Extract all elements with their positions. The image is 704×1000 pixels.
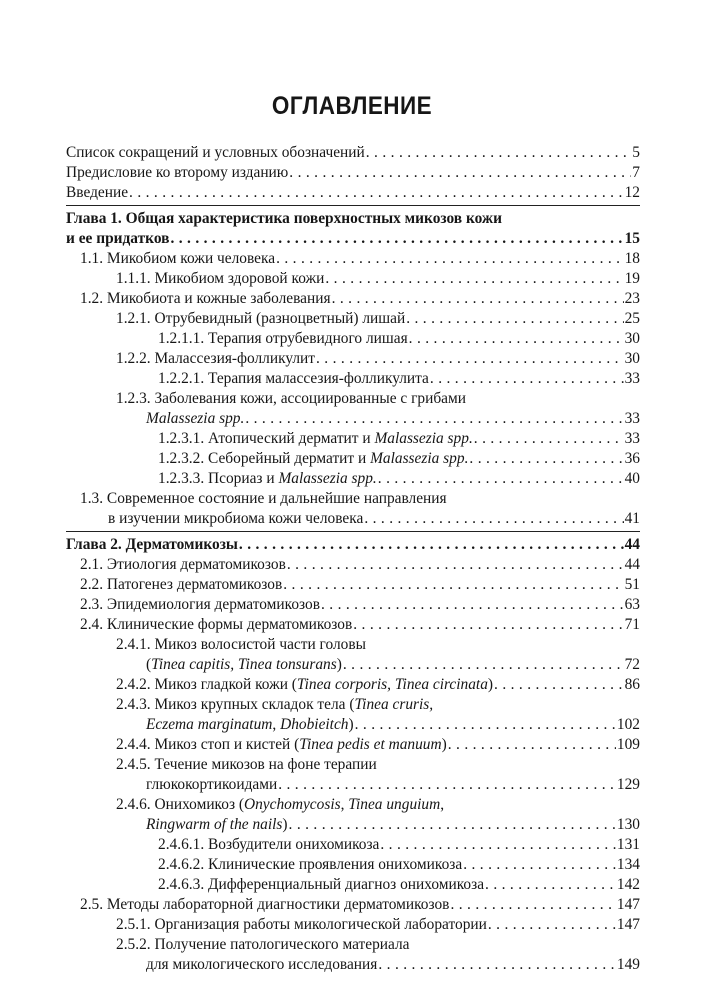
dot-leader <box>239 535 624 555</box>
title-text: ) <box>487 676 494 693</box>
toc-entry-title: 1.2. Микобиота и кожные заболевания <box>80 290 331 307</box>
toc-entry-title <box>146 655 342 675</box>
toc-entry-2-5-2-line1[interactable]: 2.5.2. Получение патологического материала <box>116 936 410 953</box>
toc-entry-page: 19 <box>624 270 640 287</box>
dot-leader <box>463 855 616 875</box>
toc-entry-page: 25 <box>624 310 640 327</box>
title-text: ) <box>348 716 354 733</box>
toc-entry-page: 149 <box>616 956 640 973</box>
toc-entry-page: 5 <box>632 144 640 161</box>
toc-entry-page: 131 <box>616 836 640 853</box>
title-text: 2.4.3. Микоз крупных складок тела ( <box>116 696 355 713</box>
toc-entry-page: 63 <box>624 596 640 613</box>
toc-entry-page: 7 <box>632 164 640 181</box>
toc-entry-1-1-1[interactable] <box>66 269 640 289</box>
toc-entry-title: 1.2.1. Отрубевидный (разноцветный) лишай <box>116 310 406 327</box>
toc-entry-title <box>158 429 473 449</box>
toc-entry-title: 2.4.6.3. Дифференциальный диагноз онихомикоза <box>158 876 485 893</box>
dot-leader <box>474 429 624 449</box>
title-text: ) <box>282 816 288 833</box>
toc-entry-page: 142 <box>616 876 640 893</box>
dot-leader <box>353 615 623 635</box>
dot-leader <box>287 555 624 575</box>
toc-entry-1-2[interactable] <box>66 289 640 309</box>
toc-entry-title <box>116 675 493 695</box>
title-italic: Tinea pedis et manuum <box>299 736 442 753</box>
dot-leader <box>469 449 623 469</box>
toc-entry-page: 130 <box>616 816 640 833</box>
dot-leader <box>129 183 624 203</box>
toc-entry-page: 40 <box>624 470 640 487</box>
dot-leader <box>485 875 616 895</box>
title-italic: Malassezia spp. <box>370 450 469 467</box>
toc-entry-2-4-5[interactable] <box>66 775 640 795</box>
title-italic: Dhobieitch <box>280 716 349 733</box>
toc-entry-page: 102 <box>616 716 640 733</box>
title-text: 2.4.4. Микоз стоп и кистей ( <box>116 736 300 753</box>
toc-entry-title: глюкокортикоидами <box>146 776 278 793</box>
title-italic: Tinea cruris, <box>354 696 434 713</box>
title-text: 1.2.3.3. Псориаз и <box>158 470 279 487</box>
toc-entry-title: Введение <box>66 184 129 201</box>
chapter-1-entry[interactable] <box>66 229 640 249</box>
toc-entry-1-2-2[interactable] <box>66 349 640 369</box>
toc-entry-page: 86 <box>624 676 640 693</box>
toc-entry-2-5[interactable] <box>66 895 640 915</box>
toc-entry-2-4-6-line1[interactable] <box>66 795 640 815</box>
chapter-2-entry[interactable] <box>66 535 640 555</box>
toc-entry-page: 41 <box>624 510 640 527</box>
toc-entry-2-1[interactable] <box>66 555 640 575</box>
toc-entry-page: 51 <box>624 576 640 593</box>
toc-entry-1-2-3-3[interactable] <box>66 469 640 489</box>
toc-entry-abbreviations[interactable] <box>66 143 640 163</box>
toc-entry-title: в изучении микробиома кожи человека <box>108 510 364 527</box>
toc-entry-2-4-4[interactable] <box>66 735 640 755</box>
toc-entry-title: 2.4.6.2. Клинические проявления онихомикоза <box>158 856 463 873</box>
toc-entry-title: Список сокращений и условных обозначений <box>66 144 365 161</box>
toc-entry-2-4-2[interactable] <box>66 675 640 695</box>
title-text: 2.4.2. Микоз гладкой кожи ( <box>116 676 297 693</box>
title-italic: Tinea corporis, Tinea circinata <box>296 676 488 693</box>
title-italic: Tinea unguium <box>348 796 441 813</box>
toc-entry-2-4-3-line1[interactable] <box>66 695 640 715</box>
toc-entry-2-4[interactable] <box>66 615 640 635</box>
dot-leader <box>380 835 616 855</box>
toc-entry-title <box>158 469 377 489</box>
toc-entry-page: 36 <box>624 450 640 467</box>
toc-entry-title: 1.2.2. Малассезия-фолликулит <box>116 350 316 367</box>
toc-entry-page: 109 <box>616 736 640 753</box>
toc-entry-page: 44 <box>624 536 640 553</box>
toc-entry-page: 72 <box>624 656 640 673</box>
toc-entry-title: 2.3. Эпидемиология дерматомикозов <box>80 596 320 613</box>
toc-entry-1-2-3[interactable] <box>66 409 640 429</box>
toc-entry-1-2-1-1[interactable] <box>66 329 640 349</box>
page-title: ОГЛАВЛЕНИЕ <box>271 92 433 120</box>
dot-leader <box>276 249 624 269</box>
chapter-1-title-line1[interactable]: Глава 1. Общая характеристика поверхностных микозов кожи <box>66 210 502 227</box>
toc-entry-2-4-6-2[interactable] <box>66 855 640 875</box>
toc-entry-title: Глава 2. Дерматомикозы <box>66 536 238 553</box>
title-italic: Malassezia spp. <box>278 470 377 487</box>
toc-entry-1-3-line1[interactable]: 1.3. Современное состояние и дальнейшие направления <box>80 490 447 507</box>
toc-entry-title: и ее придатков <box>66 230 170 247</box>
toc-entry-1-2-1[interactable] <box>66 309 640 329</box>
dot-leader <box>494 675 624 695</box>
toc-entry-1-2-3-line1[interactable]: 1.2.3. Заболевания кожи, ассоциированные с грибами <box>116 390 466 407</box>
toc-entry-title: Предисловие ко второму изданию <box>66 164 289 181</box>
dot-leader <box>343 655 624 675</box>
title-text: 2.4.6. Онихомикоз ( <box>116 796 244 813</box>
title-italic: Tinea capitis, Tinea tonsurans <box>151 656 337 673</box>
toc-entry-2-3[interactable] <box>66 595 640 615</box>
dot-leader <box>325 269 623 289</box>
divider <box>66 531 640 532</box>
toc-entry-page: 134 <box>616 856 640 873</box>
toc-entry-page: 33 <box>624 430 640 447</box>
dot-leader <box>448 735 616 755</box>
toc-entry-page: 30 <box>624 350 640 367</box>
title-italic: Ringwarm of the nails <box>146 816 283 833</box>
toc-entry-title: 1.1.1. Микобиом здоровой кожи <box>116 270 325 287</box>
dot-leader <box>316 349 624 369</box>
toc-entry-title: 2.4.6.1. Возбудители онихомикоза <box>158 836 380 853</box>
dot-leader <box>378 469 624 489</box>
title-text: 1.2.3.1. Атопический дерматит и <box>158 430 375 447</box>
dot-leader <box>409 329 624 349</box>
dot-leader <box>289 815 616 835</box>
toc-entry-1-1[interactable] <box>66 249 640 269</box>
dot-leader <box>170 229 623 249</box>
toc-entry-page: 18 <box>624 250 640 267</box>
toc-entry-title: 2.2. Патогенез дерматомикозов <box>80 576 283 593</box>
toc-entry-2-4-5-line1[interactable]: 2.4.5. Течение микозов на фоне терапии <box>116 756 377 773</box>
title-text: ) <box>441 736 447 753</box>
toc-entry-2-4-1-line1[interactable]: 2.4.1. Микоз волосистой части головы <box>116 636 366 653</box>
toc-entry-title <box>146 815 288 835</box>
toc-entry-2-4-1[interactable] <box>66 655 640 675</box>
toc-entry-title <box>158 449 468 469</box>
toc-entry-title: Malassezia spp. <box>146 410 245 427</box>
toc-entry-1-2-2-1[interactable] <box>66 369 640 389</box>
toc-entry-1-2-3-1[interactable] <box>66 429 640 449</box>
title-text: ) <box>336 656 342 673</box>
toc-entry-page: 12 <box>624 184 640 201</box>
dot-leader <box>283 575 623 595</box>
toc-entry-2-4-6-3[interactable] <box>66 875 640 895</box>
toc-entry-1-2-3-2[interactable] <box>66 449 640 469</box>
dot-leader <box>332 289 624 309</box>
toc-entry-2-4-6[interactable] <box>66 815 640 835</box>
toc-entry-page: 23 <box>624 290 640 307</box>
dot-leader <box>366 143 632 163</box>
toc-entry-2-2[interactable] <box>66 575 640 595</box>
toc-entry-page: 15 <box>624 230 640 247</box>
title-italic: Onychomycosis <box>244 796 341 813</box>
toc-entry-title <box>116 735 447 755</box>
dot-leader <box>488 915 616 935</box>
title-text: , <box>272 716 281 733</box>
dot-leader <box>364 509 623 529</box>
title-italic: Malassezia spp. <box>374 430 473 447</box>
toc-entry-2-5-1[interactable] <box>66 915 640 935</box>
toc-entry-page: 30 <box>624 330 640 347</box>
dot-leader <box>406 309 623 329</box>
dot-leader <box>450 895 615 915</box>
dot-leader <box>245 409 623 429</box>
toc-entry-page: 147 <box>616 916 640 933</box>
toc-entry-title: 2.5. Методы лабораторной диагностики дерматомикозов <box>80 896 450 913</box>
dot-leader <box>321 595 624 615</box>
toc-entry-title <box>146 715 354 735</box>
title-italic: Eczema marginatum <box>146 716 273 733</box>
toc-entry-title: 1.2.2.1. Терапия малассезия-фолликулита <box>158 370 429 387</box>
dot-leader <box>289 163 631 183</box>
dot-leader <box>378 955 616 975</box>
toc-entry-preface[interactable] <box>66 163 640 183</box>
toc-entry-page: 71 <box>624 616 640 633</box>
toc-entry-title: 2.5.1. Организация работы микологической лаборатории <box>116 916 487 933</box>
toc-entry-title: 1.2.1.1. Терапия отрубевидного лишая <box>158 330 408 347</box>
toc-entry-2-4-3[interactable] <box>66 715 640 735</box>
table-of-contents <box>66 143 640 975</box>
toc-entry-2-4-6-1[interactable] <box>66 835 640 855</box>
dot-leader <box>278 775 616 795</box>
toc-entry-1-3[interactable] <box>66 509 640 529</box>
dot-leader <box>355 715 616 735</box>
dot-leader <box>430 369 624 389</box>
toc-entry-2-5-2[interactable] <box>66 955 640 975</box>
toc-entry-title: 2.1. Этиология дерматомикозов <box>80 556 286 573</box>
title-text: , <box>440 796 445 813</box>
toc-entry-title: 1.1. Микобиом кожи человека <box>80 250 276 267</box>
title-text: , <box>340 796 349 813</box>
toc-entry-page: 44 <box>624 556 640 573</box>
toc-entry-introduction[interactable] <box>66 183 640 203</box>
title-text: 1.2.3.2. Себорейный дерматит и <box>158 450 371 467</box>
toc-entry-page: 147 <box>616 896 640 913</box>
toc-entry-page: 129 <box>616 776 640 793</box>
toc-entry-title: для микологического исследования <box>146 956 378 973</box>
toc-entry-page: 33 <box>624 410 640 427</box>
divider <box>66 205 640 206</box>
toc-entry-page: 33 <box>624 370 640 387</box>
toc-entry-title: 2.4. Клинические формы дерматомикозов <box>80 616 353 633</box>
title-text: ( <box>146 656 152 673</box>
